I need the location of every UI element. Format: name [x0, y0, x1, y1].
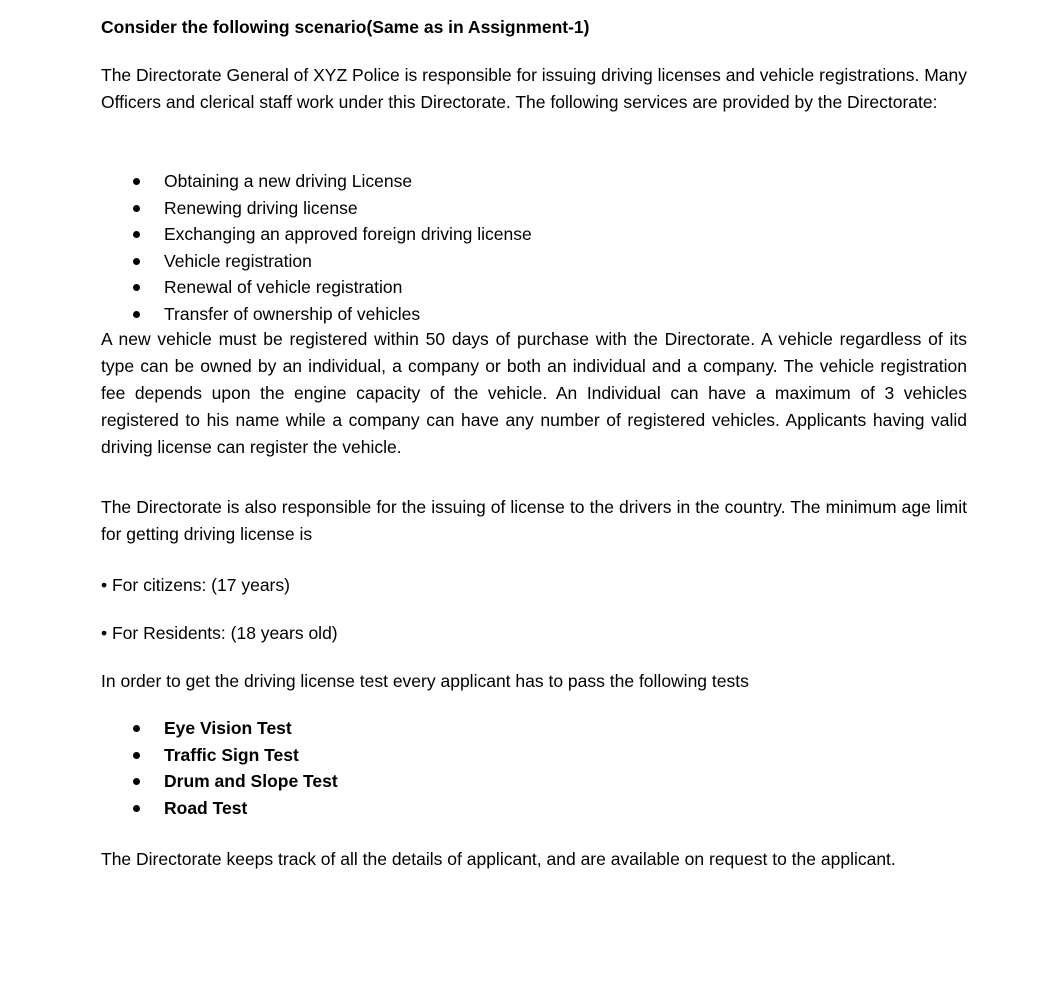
- age-residents-line: • For Residents: (18 years old): [101, 623, 338, 643]
- list-item-text: Road Test: [164, 797, 248, 818]
- list-item: [101, 221, 532, 248]
- closing-paragraph: The Directorate keeps track of all the details of applicant, and are available on request to the applicant.: [101, 849, 896, 869]
- bullet-icon: [133, 752, 140, 759]
- list-item: [101, 795, 338, 822]
- list-item: [101, 168, 532, 195]
- list-item-text: Obtaining a new driving License: [164, 171, 413, 191]
- list-item-text: Renewal of vehicle registration: [164, 277, 403, 298]
- list-item: [101, 768, 338, 795]
- list-item-text: Vehicle registration: [164, 250, 312, 271]
- bullet-icon: [133, 805, 140, 812]
- list-item: [101, 715, 338, 742]
- intro-paragraph: The Directorate General of XYZ Police is responsible for issuing driving licenses and vehicle registrations. Many Officers and clerical staff work under this Directorate. The following services are provided by the Directorate:: [101, 65, 967, 112]
- vehicle-registration-paragraph: A new vehicle must be registered within 50 days of purchase with the Directorate. A vehicle regardless of its type can be owned by an individual, a company or both an individual and a company. The vehicle registration fee depends upon the engine capacity of the vehicle. An Individual can have a maximum of 3 vehicles registered to his name while a company can have any number of registered vehicles. Applicants having valid driving license can register the vehicle.: [101, 329, 967, 457]
- license-paragraph: The Directorate is also responsible for the issuing of license to the drivers in the country. The minimum age limit for getting driving license is: [101, 497, 967, 544]
- list-item: [101, 301, 532, 328]
- tests-list: [101, 715, 338, 821]
- list-item: [101, 195, 532, 222]
- tests-intro-line: In order to get the driving license test every applicant has to pass the following tests: [101, 671, 749, 691]
- bullet-icon: [133, 231, 140, 238]
- bullet-icon: [133, 178, 140, 185]
- list-item: [101, 248, 532, 275]
- bullet-icon: [133, 778, 140, 785]
- services-list: [101, 168, 532, 328]
- list-item-text: Renewing driving license: [164, 197, 358, 218]
- list-item-text: Exchanging an approved foreign driving license: [164, 224, 532, 245]
- bullet-icon: [133, 258, 140, 265]
- list-item: [101, 274, 532, 301]
- list-item-text: Transfer of ownership of vehicles: [164, 303, 421, 324]
- list-item-text: Drum and Slope Test: [164, 771, 338, 792]
- bullet-icon: [133, 725, 140, 732]
- list-item-text: Traffic Sign Test: [164, 744, 299, 765]
- list-item-text: Eye Vision Test: [164, 718, 292, 738]
- list-item: [101, 742, 338, 769]
- bullet-icon: [133, 205, 140, 212]
- scenario-heading: Consider the following scenario(Same as in Assignment-1): [101, 17, 590, 37]
- bullet-icon: [133, 284, 140, 291]
- bullet-icon: [133, 311, 140, 318]
- age-citizens-line: • For citizens: (17 years): [101, 575, 290, 595]
